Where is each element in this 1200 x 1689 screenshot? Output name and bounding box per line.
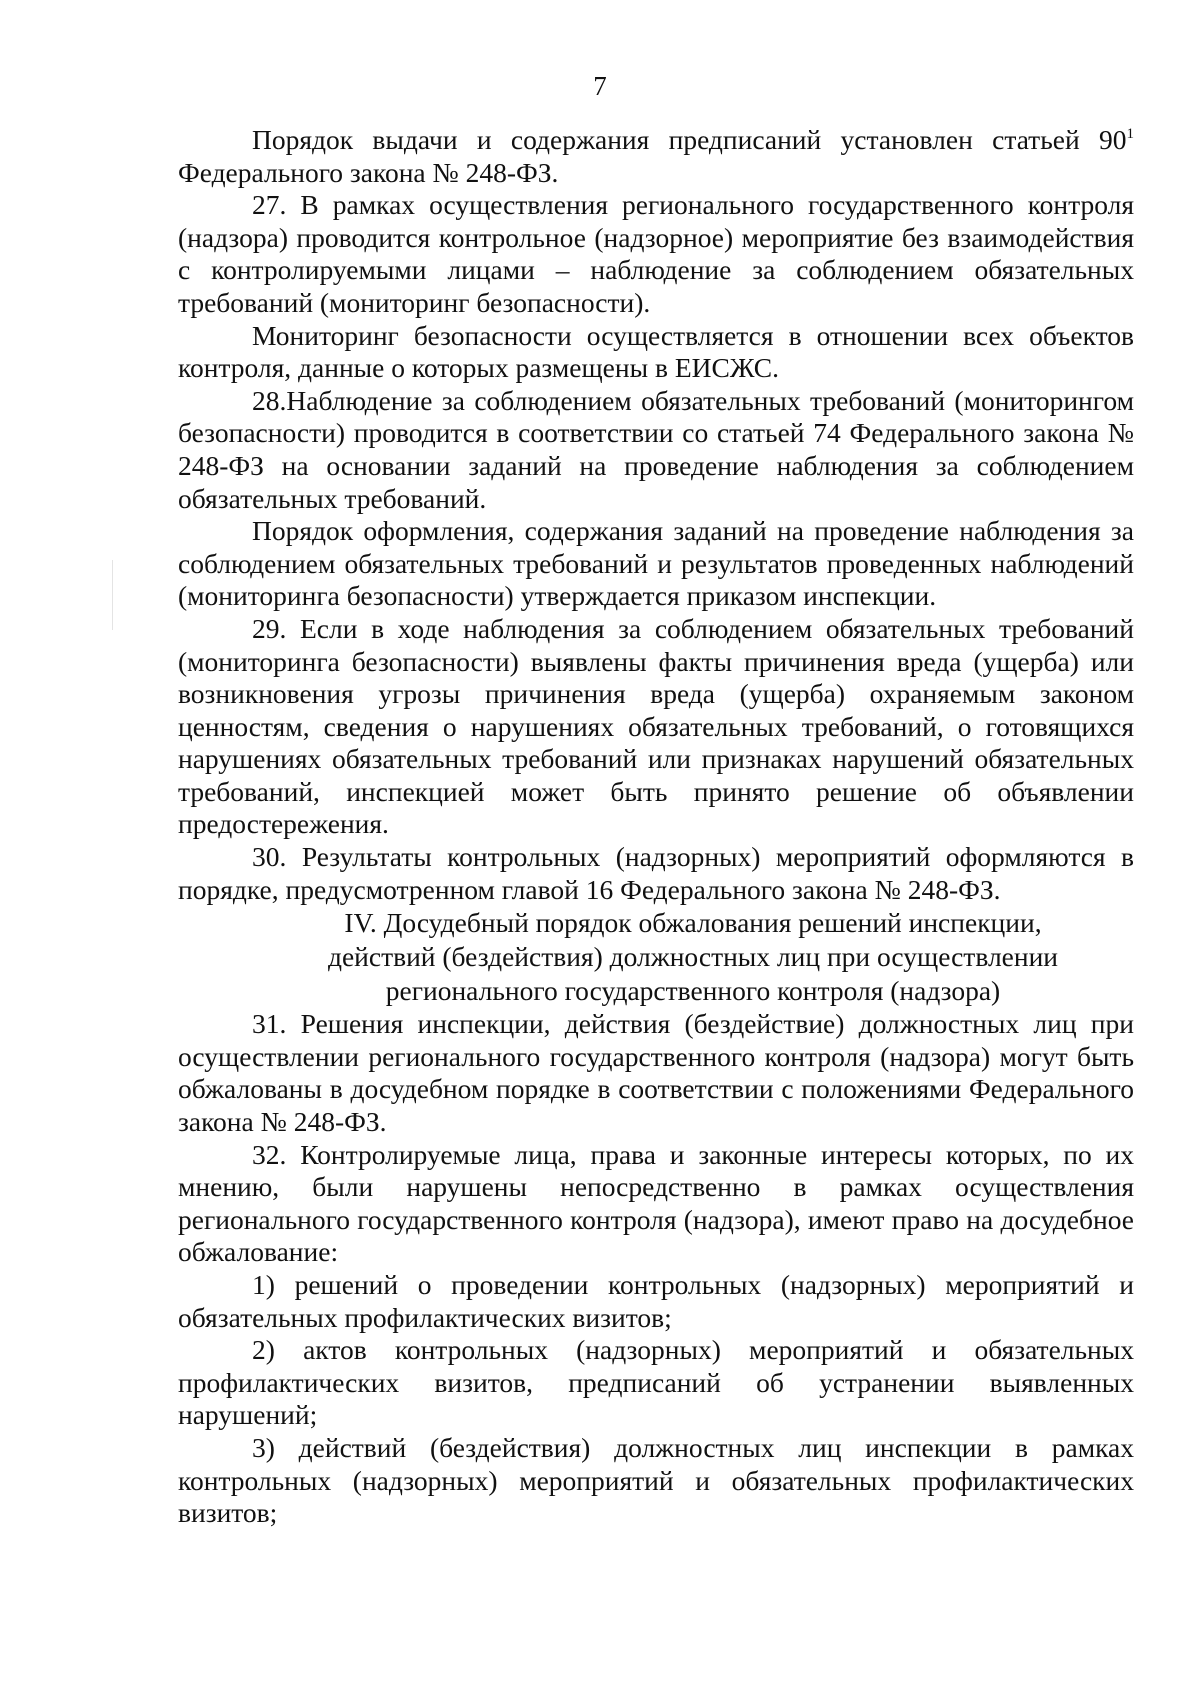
section-heading-line-3: регионального государственного контроля (надзора) — [385, 975, 1001, 1007]
paragraph-tasks-order: Порядок оформления, содержания заданий на проведение наблюдения за соблюдением обязательных требований и результатов проведенных наблюдений (мониторинга безопасности) утверждается приказом инспекции. — [178, 515, 1134, 612]
document-body — [178, 124, 1134, 1530]
page-number: 7 — [593, 71, 607, 101]
paragraph-prescriptions-order — [178, 124, 1134, 189]
list-item-3: 3) действий (бездействия) должностных лиц инспекции в рамках контрольных (надзорных) мероприятий и обязательных профилактических визитов; — [178, 1431, 1134, 1529]
paragraph-31: 31. Решения инспекции, действия (бездействие) должностных лиц при осуществлении регионального государственного контроля (надзора) могут быть обжалованы в досудебном порядке в соответствии с положениями Федерального закона № 248-ФЗ. — [178, 1008, 1134, 1138]
paragraph-text-tail: Федерального закона № 248-ФЗ. — [178, 156, 559, 188]
paragraph-30: 30. Результаты контрольных (надзорных) мероприятий оформляются в порядке, предусмотренном главой 16 Федерального закона № 248-ФЗ. — [178, 841, 1134, 905]
paragraph-text: Порядок выдачи и содержания предписаний установлен статьей 90 — [252, 124, 1127, 155]
list-item-1: 1) решений о проведении контрольных (надзорных) мероприятий и обязательных профилактических визитов; — [178, 1269, 1134, 1333]
superscript-article-index: 1 — [1126, 126, 1134, 142]
list-item-2: 2) актов контрольных (надзорных) мероприятий и обязательных профилактических визитов, предписаний об устранении выявленных нарушений; — [178, 1334, 1134, 1431]
paragraph-28: 28.Наблюдение за соблюдением обязательных требований (мониторингом безопасности) проводится в соответствии со статьей 74 Федерального закона № 248-ФЗ на основании заданий на проведение наблюдения за соблюдением обязательных требований. — [178, 384, 1134, 514]
section-heading-line-1: IV. Досудебный порядок обжалования решений инспекции, — [344, 907, 1042, 939]
section-heading-line-2: действий (бездействия) должностных лиц при осуществлении — [327, 941, 1059, 973]
paragraph-monitoring: Мониторинг безопасности осуществляется в отношении всех объектов контроля, данные о которых размещены в ЕИСЖС. — [178, 319, 1134, 384]
paragraph-29: 29. Если в ходе наблюдения за соблюдением обязательных требований (мониторинга безопасности) выявлены факты причинения вреда (ущерба) или возникновения угрозы причинения вреда (ущерба) охраняемым законом ценностям, сведения о нарушениях обязательных требований, о готовящихся нарушениях обязательных требований или признаках нарушений обязательных требований, инспекцией может быть принято решение об объявлении предостережения. — [178, 612, 1134, 840]
scan-artifact-line — [112, 560, 113, 630]
paragraph-32: 32. Контролируемые лица, права и законные интересы которых, по их мнению, были нарушены непосредственно в рамках осуществления регионального государственного контроля (надзора), имеют право на досудебное обжалование: — [178, 1138, 1134, 1268]
section-heading — [178, 906, 1134, 1008]
paragraph-27: 27. В рамках осуществления регионального государственного контроля (надзора) проводится контрольное (надзорное) мероприятие без взаимодействия с контролируемыми лицами – наблюдение за соблюдением обязательных требований (мониторинг безопасности). — [178, 189, 1134, 318]
